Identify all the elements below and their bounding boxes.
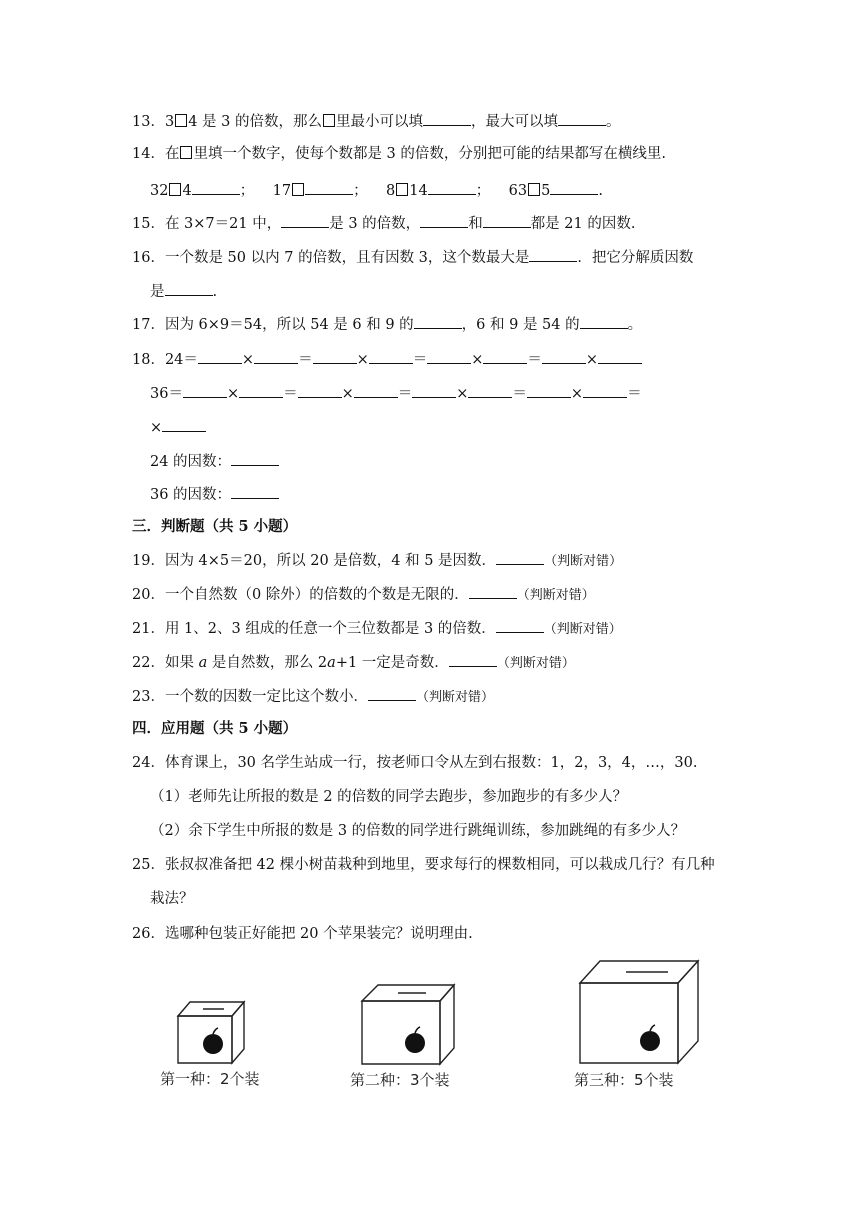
factors-24: 24 的因数： bbox=[150, 451, 279, 472]
question-16-cont: 是 . bbox=[150, 281, 217, 302]
section-title-judge: 三．判断题（共 5 小题） bbox=[132, 518, 298, 535]
answer-blank[interactable] bbox=[254, 349, 298, 364]
blank-square bbox=[396, 183, 408, 196]
answer-blank[interactable] bbox=[598, 349, 642, 364]
answer-blank[interactable] bbox=[369, 349, 413, 364]
box-2-apples-image bbox=[176, 996, 246, 1066]
answer-blank[interactable] bbox=[427, 349, 471, 364]
answer-blank[interactable] bbox=[368, 686, 416, 701]
section-title-application: 四．应用题（共 5 小题） bbox=[132, 720, 298, 737]
question-20: 20．一个自然数（0 除外）的倍数的个数是无限的． （判断对错） bbox=[132, 584, 595, 606]
blank-square bbox=[169, 183, 181, 196]
question-24-part-2: （2）余下学生中所报的数是 3 的倍数的同学进行跳绳训练，参加跳绳的有多少人？ bbox=[150, 823, 686, 839]
answer-blank[interactable] bbox=[483, 213, 531, 228]
answer-blank[interactable] bbox=[550, 180, 598, 195]
box-label-2: 第二种：3个装 bbox=[350, 1071, 450, 1089]
answer-blank[interactable] bbox=[183, 383, 227, 398]
question-22: 22．如果 a 是自然数，那么 2a+1 一定是奇数． （判断对错） bbox=[132, 652, 575, 674]
answer-blank[interactable] bbox=[239, 383, 283, 398]
question-25-cont: 栽法？ bbox=[150, 891, 194, 907]
answer-blank[interactable] bbox=[527, 383, 571, 398]
answer-blank[interactable] bbox=[412, 383, 456, 398]
answer-blank[interactable] bbox=[496, 550, 544, 565]
question-25: 25．张叔叔准备把 42 棵小树苗栽种到地里，要求每行的棵数相同，可以栽成几行？有几种 bbox=[132, 857, 715, 873]
answer-blank[interactable] bbox=[281, 213, 329, 228]
question-14: 14．在 里填一个数字，使每个数都是 3 的倍数，分别把可能的结果都写在横线里. bbox=[132, 146, 667, 162]
answer-blank[interactable] bbox=[483, 349, 527, 364]
answer-blank[interactable] bbox=[231, 484, 279, 499]
answer-blank[interactable] bbox=[305, 180, 353, 195]
question-21: 21．用 1、2、3 组成的任意一个三位数都是 3 的倍数． （判断对错） bbox=[132, 618, 622, 640]
question-24: 24．体育课上，30 名学生站成一行，按老师口令从左到右报数：1，2，3，4，…，30. bbox=[132, 755, 698, 771]
answer-blank[interactable] bbox=[162, 417, 206, 432]
answer-blank[interactable] bbox=[469, 584, 517, 599]
question-26: 26．选哪种包装正好能把 20 个苹果装完？说明理由. bbox=[132, 926, 473, 942]
box-5-apples-image bbox=[578, 957, 702, 1067]
question-14-items: 32 4 ； 17 ； 8 14 ； 63 5 . bbox=[150, 180, 603, 201]
question-13: 13．3 4 是 3 的倍数，那么 里最小可以填 ，最大可以填 。 bbox=[132, 111, 620, 132]
question-18-line-24: 18．24＝ × ＝ × ＝ × ＝ × bbox=[132, 349, 642, 370]
answer-blank[interactable] bbox=[558, 111, 606, 126]
blank-square bbox=[175, 114, 187, 127]
factors-36: 36 的因数： bbox=[150, 484, 279, 505]
blank-square bbox=[180, 146, 192, 159]
answer-blank[interactable] bbox=[354, 383, 398, 398]
answer-blank[interactable] bbox=[496, 618, 544, 633]
answer-blank[interactable] bbox=[231, 451, 279, 466]
answer-blank[interactable] bbox=[428, 180, 476, 195]
blank-square bbox=[323, 114, 335, 127]
question-17: 17．因为 6×9＝54，所以 54 是 6 和 9 的 ，6 和 9 是 54 的 。 bbox=[132, 314, 642, 335]
answer-blank[interactable] bbox=[449, 652, 497, 667]
question-15: 15．在 3×7＝21 中， 是 3 的倍数， 和 都是 21 的因数. bbox=[132, 213, 635, 234]
answer-blank[interactable] bbox=[192, 180, 240, 195]
answer-blank[interactable] bbox=[580, 314, 628, 329]
question-18-line-36-cont: × bbox=[150, 417, 206, 438]
blank-square bbox=[528, 183, 540, 196]
answer-blank[interactable] bbox=[313, 349, 357, 364]
answer-blank[interactable] bbox=[423, 111, 471, 126]
box-3-apples-image bbox=[360, 981, 456, 1067]
box-label-3: 第三种：5个装 bbox=[574, 1071, 674, 1089]
answer-blank[interactable] bbox=[414, 314, 462, 329]
answer-blank[interactable] bbox=[529, 247, 577, 262]
answer-blank[interactable] bbox=[165, 281, 213, 296]
answer-blank[interactable] bbox=[542, 349, 586, 364]
answer-blank[interactable] bbox=[298, 383, 342, 398]
answer-blank[interactable] bbox=[583, 383, 627, 398]
answer-blank[interactable] bbox=[198, 349, 242, 364]
answer-blank[interactable] bbox=[420, 213, 468, 228]
question-19: 19．因为 4×5＝20，所以 20 是倍数，4 和 5 是因数． （判断对错） bbox=[132, 550, 622, 572]
answer-blank[interactable] bbox=[468, 383, 512, 398]
blank-square bbox=[292, 183, 304, 196]
question-18-line-36: 36＝ × ＝ × ＝ × ＝ × ＝ bbox=[150, 383, 642, 404]
box-label-1: 第一种：2个装 bbox=[160, 1070, 260, 1088]
question-23: 23．一个数的因数一定比这个数小． （判断对错） bbox=[132, 686, 494, 708]
question-24-part-1: （1）老师先让所报的数是 2 的倍数的同学去跑步，参加跑步的有多少人？ bbox=[150, 789, 628, 805]
question-16: 16．一个数是 50 以内 7 的倍数，且有因数 3，这个数最大是 ．把它分解质因数 bbox=[132, 247, 693, 268]
